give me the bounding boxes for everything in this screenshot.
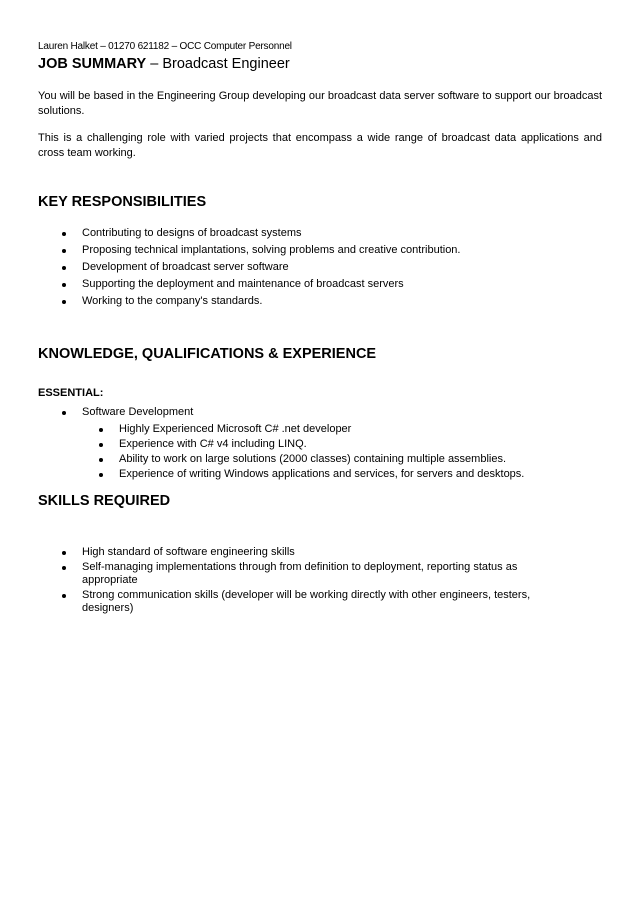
qualifications-heading: KNOWLEDGE, QUALIFICATIONS & EXPERIENCE — [38, 346, 377, 362]
bullet-icon — [62, 594, 66, 598]
list-item: Strong communication skills (developer will be working directly with other engineers, testers, designers) — [62, 589, 562, 615]
list-item: Supporting the deployment and maintenance of broadcast servers — [62, 278, 602, 295]
list-item: Self-managing implementations through from definition to deployment, reporting status as appropriate — [62, 561, 562, 587]
contact-line: Lauren Halket – 01270 621182 – OCC Computer Personnel — [38, 41, 292, 52]
title-role: – Broadcast Engineer — [146, 56, 290, 72]
bullet-icon — [62, 266, 66, 270]
bullet-icon — [99, 443, 103, 447]
bullet-icon — [62, 551, 66, 555]
bullet-icon — [62, 232, 66, 236]
page-title — [38, 56, 290, 72]
list-item: Highly Experienced Microsoft C# .net developer — [99, 423, 602, 438]
list-item: Proposing technical implantations, solving problems and creative contribution. — [62, 244, 602, 261]
list-item: Working to the company's standards. — [62, 295, 602, 312]
title-label: JOB SUMMARY — [38, 56, 147, 72]
bullet-icon — [99, 428, 103, 432]
list-item: Experience of writing Windows applications and services, for servers and desktops. — [99, 468, 602, 483]
list-item: Ability to work on large solutions (2000 classes) containing multiple assemblies. — [99, 453, 602, 468]
list-item: Development of broadcast server software — [62, 261, 602, 278]
responsibilities-heading: KEY RESPONSIBILITIES — [38, 194, 207, 210]
bullet-icon — [62, 411, 66, 415]
responsibilities-list — [62, 227, 602, 312]
bullet-icon — [99, 473, 103, 477]
essential-label: ESSENTIAL: — [38, 387, 104, 399]
bullet-icon — [62, 566, 66, 570]
summary-paragraph-2: This is a challenging role with varied projects that encompass a wide range of broadcast data applications and cross team working. — [38, 132, 602, 159]
essential-sub-list — [99, 423, 602, 483]
essential-list — [62, 406, 602, 419]
skills-list — [62, 546, 562, 617]
bullet-icon — [62, 283, 66, 287]
list-item: Contributing to designs of broadcast systems — [62, 227, 602, 244]
list-item: Experience with C# v4 including LINQ. — [99, 438, 602, 453]
bullet-icon — [62, 249, 66, 253]
summary-paragraph-1: You will be based in the Engineering Group developing our broadcast data server software to support our broadcast solutions. — [38, 90, 602, 117]
list-item: High standard of software engineering skills — [62, 546, 562, 559]
bullet-icon — [62, 300, 66, 304]
bullet-icon — [99, 458, 103, 462]
list-item: Software Development — [62, 406, 602, 419]
skills-heading: SKILLS REQUIRED — [38, 493, 171, 509]
